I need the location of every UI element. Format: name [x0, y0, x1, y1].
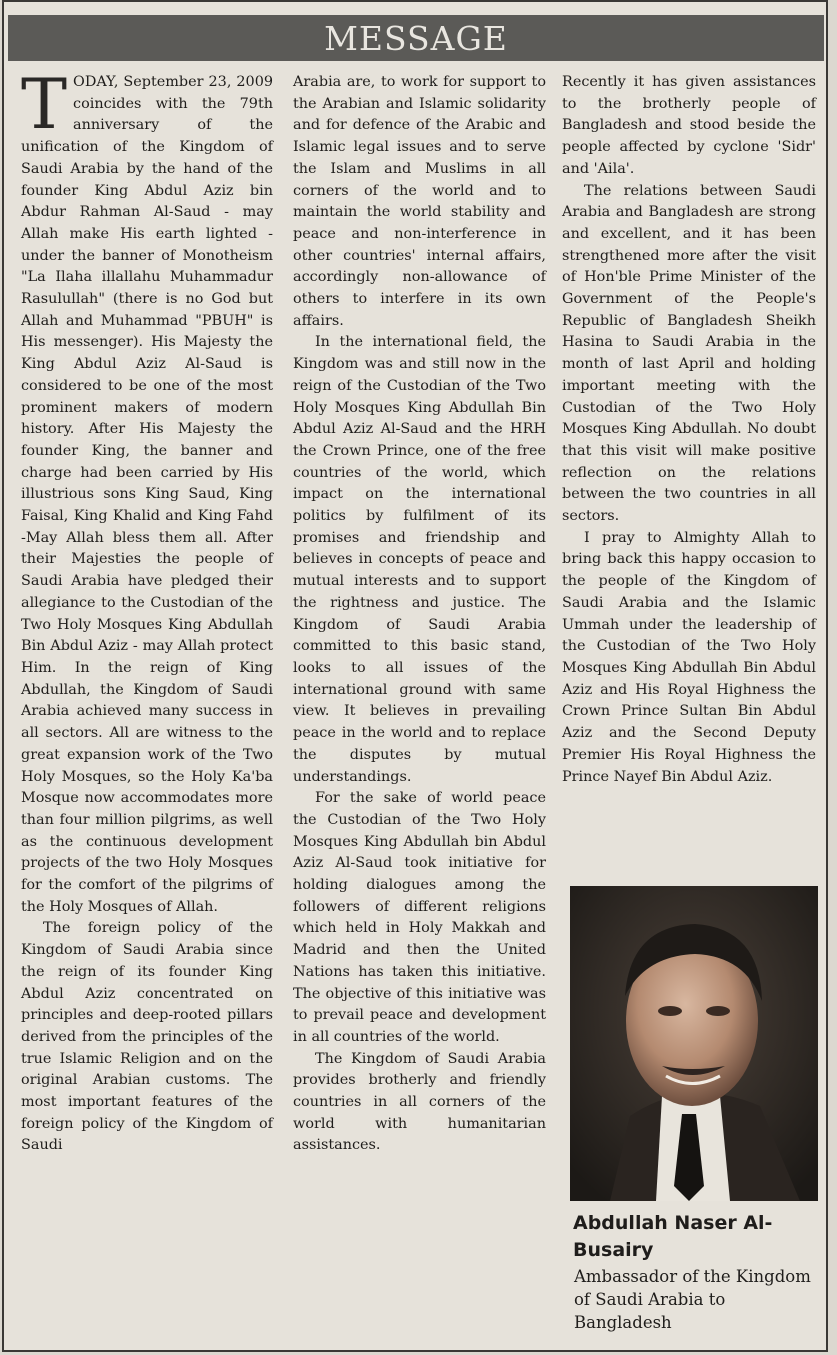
paragraph: For the sake of world peace the Custodian of the Two Holy Mosques King Abdullah bin Abdul Aziz Al-Saud took initiative for holding dialogues among the followers of different religions which held in Holy Makkah and Madrid and then the United Nations has taken this initiative. The objective of this initiative was to prevail peace and development in all countries of the world.	[293, 790, 546, 1045]
newspaper-clipping	[2, 0, 828, 1352]
drop-cap: T	[21, 65, 68, 145]
author-title: Ambassador of the Kingdom of Saudi Arabia to Bangladesh	[574, 1267, 811, 1332]
paragraph: The foreign policy of the Kingdom of Saudi Arabia since the reign of its founder King Abdul Aziz concentrated on principles and deep-rooted pillars derived from the principles of the true Islamic Religion and on the original Arabian customs. The most important features of the foreign policy of the Kingdom of Saudi	[21, 920, 273, 1154]
paragraph: Recently it has given assistances to the brotherly people of Bangladesh and stood beside the people affected by cyclone 'Sidr' and 'Aila'.	[562, 74, 816, 177]
paragraph: TODAY, September 23, 2009 coincides with the 79th anniversary of the unification of the Kingdom of Saudi Arabia by the hand of the founder King Abdul Aziz bin Abdur Rahman Al-Saud - may Allah make His earth lighted - under the banner of Monotheism "La Ilaha illallahu Muhammadur Rasulullah" (there is no God but Allah and Muhammad "PBUH" is His messenger). His Majesty the King Abdul Aziz Al-Saud is considered to be one of the most prominent makers of modern history. After His Majesty the founder King, the banner and charge had been carried by His illustrious sons King Saud, King Faisal, King Khalid and King Fahd -May Allah bless them all. After their Majesties the people of Saudi Arabia have pledged their allegiance to the Custodian of the Two Holy Mosques King Abdullah Bin Abdul Aziz - may Allah protect Him. In the reign of King Abdullah, the Kingdom of Saudi Arabia achieved many success in all sectors. All are witness to the great expansion work of the Two Holy Mosques, so the Holy Ka'ba Mosque now accommodates more than four million pilgrims, as well as the continuous development projects of the two Holy Mosques for the comfort of the pilgrims of the Holy Mosques of Allah.	[21, 65, 273, 915]
column-1	[21, 65, 273, 1157]
paragraph: In the international field, the Kingdom was and still now in the reign of the Custodian of the Two Holy Mosques King Abdullah Bin Abdul Aziz Al-Saud and the HRH the Crown Prince, one of the free countries of the world, which impact on the international politics by fulfilment of its promises and friendship and believes in concepts of peace and mutual interests and to support the rightness and justice. The Kingdom of Saudi Arabia committed to this basic stand, looks to all issues of the international ground with same view. It believes in prevailing peace in the world and to replace the disputes by mutual understandings.	[293, 334, 546, 785]
column-3	[562, 72, 816, 788]
section-banner	[8, 15, 824, 61]
portrait-image	[570, 886, 818, 1201]
column-2	[293, 72, 546, 1157]
ambassador-portrait	[570, 886, 818, 1201]
paragraph: I pray to Almighty Allah to bring back this happy occasion to the people of the Kingdom of Saudi Arabia and the Islamic Ummah under the leadership of the Custodian of the Two Holy Mosques King Abdullah Bin Abdul Aziz and His Royal Highness the Crown Prince Sultan Bin Abdul Aziz and the Second Deputy Premier His Royal Highness the Prince Nayef Bin Abdul Aziz.	[562, 529, 816, 785]
section-title: MESSAGE	[324, 18, 508, 58]
author-name: Abdullah Naser Al-Busairy	[573, 1212, 773, 1261]
paragraph: The relations between Saudi Arabia and Bangladesh are strong and excellent, and it has been strengthened more after the visit of Hon'ble Prime Minister of the Government of the People's Republic of Bangladesh Sheikh Hasina to Saudi Arabia in the month of last April and holding important meeting with the Custodian of the Two Holy Mosques King Abdullah. No doubt that this visit will make positive reflection on the relations between the two countries in all sectors.	[562, 182, 816, 525]
paragraph: Arabia are, to work for support to the Arabian and Islamic solidarity and for defence of the Arabic and Islamic legal issues and to serve the Islam and Muslims in all corners of the world and to maintain the world stability and peace and non-interference in other countries' internal affairs, accordingly non-allowance of others to interfere in its own affairs.	[293, 74, 546, 329]
paragraph: The Kingdom of Saudi Arabia provides brotherly and friendly countries in all corners of the world with humanitarian assistances.	[293, 1050, 546, 1154]
